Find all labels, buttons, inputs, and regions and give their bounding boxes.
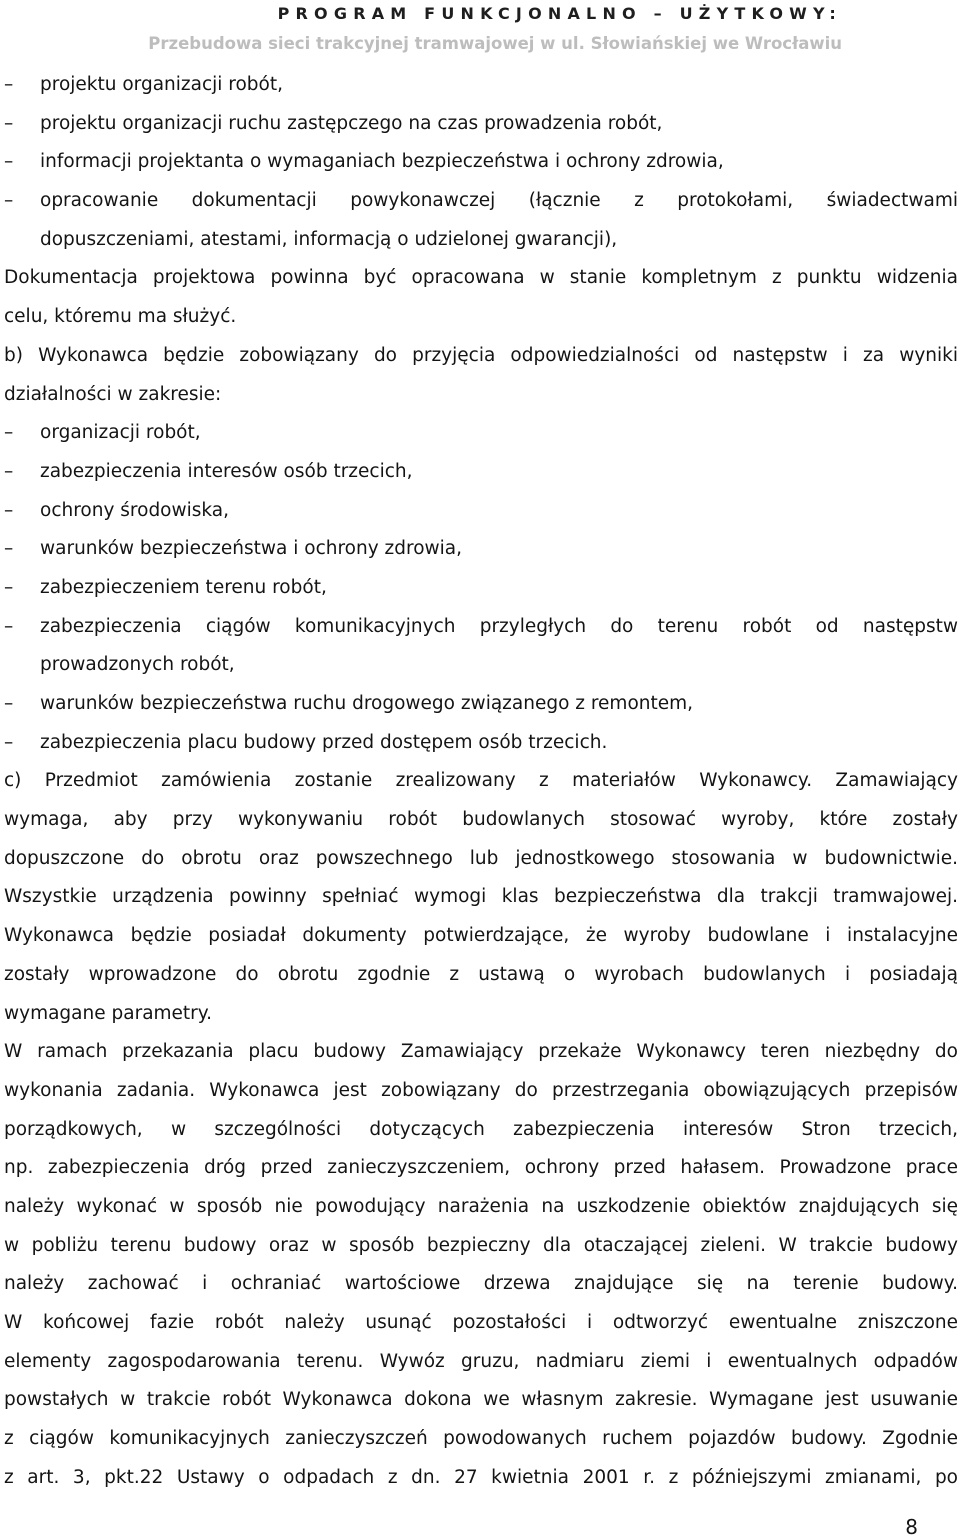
paragraph-line: np. zabezpieczenia dróg przed zanieczyszczeniem, ochrony przed hałasem. Prowadzone prace bbox=[4, 1157, 958, 1179]
list-item: – opracowanie dokumentacji powykonawczej (łącznie z protokołami, świadectwami bbox=[4, 182, 958, 221]
paragraph-line: c) Przedmiot zamówienia zostanie zrealizowany z materiałów Wykonawcy. Zamawiający bbox=[4, 770, 958, 792]
list-item: – zabezpieczenia placu budowy przed dostępem osób trzecich. bbox=[4, 724, 958, 763]
list-item: – informacji projektanta o wymaganiach bezpieczeństwa i ochrony zdrowia, bbox=[4, 143, 958, 182]
paragraph-line: z art. 3, pkt.22 Ustawy o odpadach z dn. 27 kwietnia 2001 r. z późniejszymi zmianami, po bbox=[4, 1466, 958, 1488]
paragraph-line: z ciągów komunikacyjnych zanieczyszczeń powodowanych ruchem pojazdów budowy. Zgodnie bbox=[4, 1428, 958, 1450]
header-project-name: Przebudowa sieci trakcyjnej tramwajowej w ul. Słowiańskiej we Wrocławiu bbox=[148, 34, 842, 53]
paragraph-line: Wykonawca będzie posiadał dokumenty potwierdzające, że wyroby budowlane i instalacyjne bbox=[4, 925, 958, 947]
list-item: – warunków bezpieczeństwa ruchu drogowego związanego z remontem, bbox=[4, 685, 958, 724]
paragraph-line: celu, któremu ma służyć. bbox=[4, 306, 237, 328]
paragraph-line: należy zachować i ochraniać wartościowe drzewa znajdujące się na terenie budowy. bbox=[4, 1273, 958, 1295]
list-item: – projektu organizacji robót, bbox=[4, 66, 958, 105]
paragraph-line: wymagane parametry. bbox=[4, 1002, 212, 1024]
paragraph-line: należy wykonać w sposób nie powodujący narażenia na uszkodzenie obiektów znajdujących się bbox=[4, 1195, 958, 1217]
paragraph-line: w pobliżu terenu budowy oraz w sposób bezpieczny dla otaczającej zieleni. W trakcie budowy bbox=[4, 1234, 958, 1256]
page-number: 8 bbox=[905, 1515, 918, 1539]
paragraph-line: b) Wykonawca będzie zobowiązany do przyjęcia odpowiedzialności od następstw i za wyniki bbox=[4, 344, 958, 366]
paragraph-line: Dokumentacja projektowa powinna być opracowana w stanie kompletnym z punktu widzenia bbox=[4, 267, 958, 289]
list-item: – ochrony środowiska, bbox=[4, 492, 958, 531]
list-item-continuation: prowadzonych robót, bbox=[40, 654, 235, 676]
paragraph-line: zostały wprowadzone do obrotu zgodnie z ustawą o wyrobach budowlanych i posiadają bbox=[4, 963, 958, 985]
paragraph-line: dopuszczone do obrotu oraz powszechnego lub jednostkowego stosowania w budownictwie. bbox=[4, 847, 958, 869]
header-program-title: PROGRAM FUNKCJONALNO – UŻYTKOWY: bbox=[277, 4, 842, 23]
document-header bbox=[148, 2, 842, 58]
paragraph-line: W końcowej fazie robót należy usunąć pozostałości i odtworzyć ewentualne zniszczone bbox=[4, 1312, 958, 1333]
paragraph-line: powstałych w trakcie robót Wykonawca dokona we własnym zakresie. Wymagane jest usuwanie bbox=[4, 1389, 958, 1411]
list-item: – zabezpieczeniem terenu robót, bbox=[4, 569, 958, 608]
paragraph-line: W ramach przekazania placu budowy Zamawiający przekaże Wykonawcy teren niezbędny do bbox=[4, 1041, 958, 1063]
paragraph-line: Wszystkie urządzenia powinny spełniać wymogi klas bezpieczeństwa dla trakcji tramwajowej. bbox=[4, 886, 958, 908]
list-item-continuation: dopuszczeniami, atestami, informacją o udzielonej gwarancji), bbox=[40, 228, 618, 250]
list-item: – organizacji robót, bbox=[4, 414, 958, 453]
paragraph-line: działalności w zakresie: bbox=[4, 383, 222, 405]
list-item: – zabezpieczenia interesów osób trzecich, bbox=[4, 453, 958, 492]
list-item: – projektu organizacji ruchu zastępczego na czas prowadzenia robót, bbox=[4, 105, 958, 144]
list-item: – zabezpieczenia ciągów komunikacyjnych przyległych do terenu robót od następstw bbox=[4, 608, 958, 647]
paragraph-line: wykonania zadania. Wykonawca jest zobowiązany do przestrzegania obowiązujących przepisów bbox=[4, 1079, 958, 1101]
paragraph-line: porządkowych, w szczególności dotyczących zabezpieczenia interesów Stron trzecich, bbox=[4, 1118, 958, 1140]
list-item: – warunków bezpieczeństwa i ochrony zdrowia, bbox=[4, 530, 958, 569]
paragraph-line: elementy zagospodarowania terenu. Wywóz gruzu, nadmiaru ziemi i ewentualnych odpadów bbox=[4, 1350, 958, 1372]
document-body bbox=[4, 66, 958, 1497]
paragraph-line: wymaga, aby przy wykonywaniu robót budowlanych stosować wyroby, które zostały bbox=[4, 809, 958, 831]
